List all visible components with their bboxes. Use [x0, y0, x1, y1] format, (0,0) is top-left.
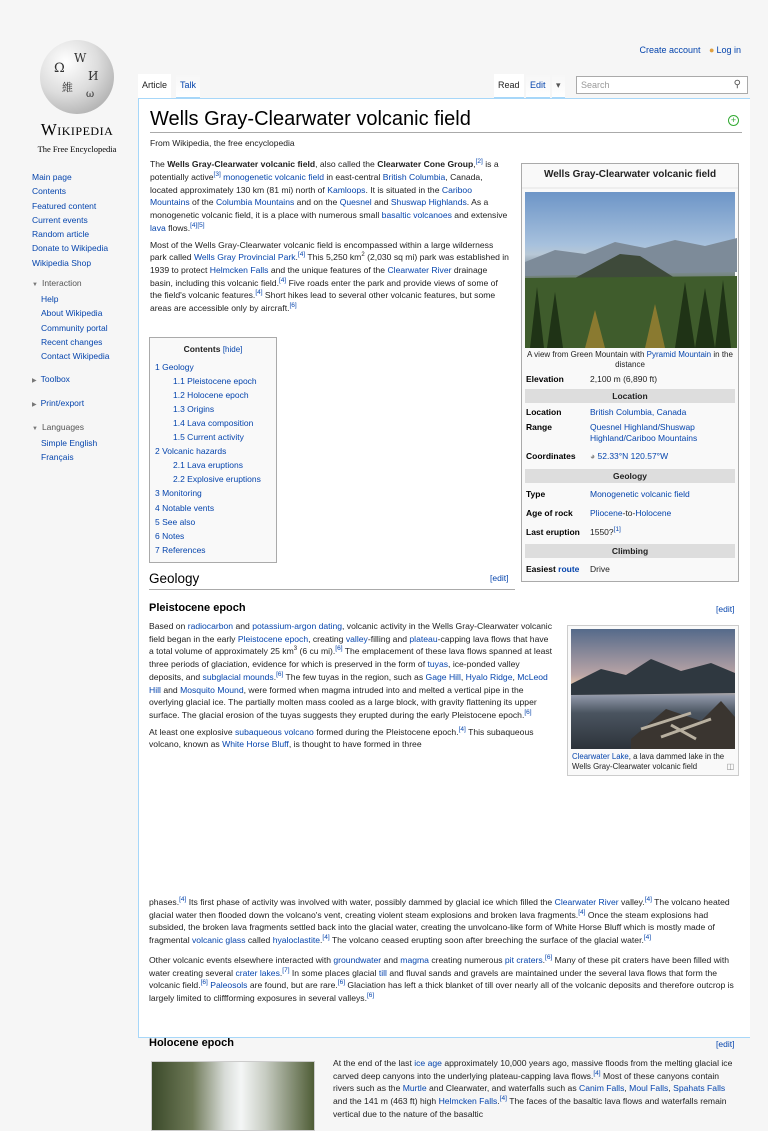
sidebar-item-help[interactable]: Help [41, 294, 59, 305]
last-eruption-row: Last eruption 1550?[1] [526, 526, 621, 538]
tab-read[interactable]: Read [494, 74, 524, 98]
range-row: Range Quesnel Highland/Shuswap Highland/Cariboo Mountains [526, 421, 698, 443]
infobox-image[interactable] [525, 192, 735, 348]
expanded-triangle-icon: ▼ [32, 425, 38, 432]
toc-item-see-also[interactable]: 5 See also [155, 516, 196, 527]
climbing-section: Climbing [525, 544, 735, 558]
personal-tools [639, 44, 741, 57]
section-heading-pleistocene: Pleistocene epoch [149, 602, 246, 614]
pleistocene-paragraph-2: At least one explosive subaqueous volcano formed during the Pleistocene epoch.[4] This subaqueous volcano, known as White Horse Bluff, is thought to have formed in three [149, 725, 534, 750]
toc-item-current-activity[interactable]: 1.5 Current activity [173, 432, 244, 443]
content [138, 98, 750, 1119]
toc-item-geology[interactable]: 1 Geology [155, 361, 194, 372]
sidebar [32, 170, 137, 464]
wikipedia-logo[interactable] [22, 40, 132, 155]
coordinates-globe-icon[interactable]: + [728, 115, 739, 126]
toc-item-monitoring[interactable]: 3 Monitoring [155, 488, 202, 499]
toc-hide-link[interactable]: [hide] [222, 345, 243, 354]
sidebar-item-contents[interactable]: Contents [32, 186, 67, 197]
toc-item-lava-eruptions[interactable]: 2.1 Lava eruptions [173, 460, 243, 471]
collapsed-triangle-icon: ▶ [32, 401, 37, 408]
language-simple-english[interactable]: Simple English [41, 437, 98, 448]
globe-small-icon: ◕ [590, 450, 596, 461]
enlarge-icon[interactable]: ◫ [726, 762, 734, 771]
wordmark: Wikipedia [40, 120, 114, 139]
chevron-down-icon: ▾ [556, 80, 561, 90]
geology-section: Geology [525, 469, 735, 483]
pleistocene-paragraph-2-cont: phases.[4] Its first phase of activity was involved with water, possibly dammed by glacial ice which filled the Clearwater River valley.[4] The volcano heated glacial water then flooded down the volcano's vent, creating violent steam explosions and broken lava fragments.[4] Once the steam explosions had subsided, the broken lava fragments settled back into the glacial water, creating the unvolcano-like form of White Horse Bluff which is mostly made of fragmental volcanic glass called hyaloclastite.[4] The volcano ceased erupting soon after breeching the surface of the glacial water.[4] [149, 896, 730, 946]
toc-item-lava-composition[interactable]: 1.4 Lava composition [173, 417, 254, 428]
login-link[interactable]: Log in [716, 45, 741, 55]
thumbnail-caption: Clearwater Lake, a lava dammed lake in the Wells Gray-Clearwater volcanic field ◫ [572, 752, 734, 771]
location-section: Location [525, 389, 735, 403]
edit-link-holocene[interactable]: [edit] [716, 1039, 735, 1049]
infobox [521, 163, 739, 582]
pleistocene-text-narrow [149, 620, 555, 755]
location-row: Location British Columbia, Canada [526, 406, 687, 417]
create-account-link[interactable]: Create account [639, 45, 701, 55]
pleistocene-text-wide [149, 896, 741, 1009]
toc-item-notable-vents[interactable]: 4 Notable vents [155, 502, 215, 513]
toc-item-holocene[interactable]: 1.2 Holocene epoch [173, 389, 249, 400]
language-francais[interactable]: Français [41, 451, 74, 462]
edit-link-geology[interactable]: [edit] [490, 573, 509, 583]
sidebar-item-community[interactable]: Community portal [41, 322, 108, 333]
route-row: Easiest route Drive [526, 564, 610, 575]
tab-article[interactable]: Article [138, 74, 171, 98]
edit-link-pleistocene[interactable]: [edit] [716, 604, 735, 614]
pleistocene-paragraph-3: Other volcanic events elsewhere interacted with groundwater and magma creating numerous pit craters.[6] Many of these pit craters have been filled with water creating several crater lakes.[7] In some places glacial till and fluval sands and gravels are maintained under the several lava flows that form the volcanic field.[6] Paleosols are found, but are rare.[6] Glaciation has left a thick blanket of till over nearly all of the volcanic deposits and therefore outcrop is largely limited to cliffforming exposures in several valleys.[6] [149, 953, 734, 1003]
intro-paragraph-1: The Wells Gray-Clearwater volcanic field, also called the Clearwater Cone Group,[2] is a potentially active[3] monogenetic volcanic field in east-central British Columbia, Canada, located approximately 130 km (81 mi) north of Kamloops. It is situated in the Cariboo Mountains of the Columbia Mountains and on the Quesnel and Shuswap Highlands. As a monogenetic volcanic field, it is a place with numerous small basaltic volcanoes and extensive lava flows.[4][5] [150, 158, 508, 233]
pleistocene-paragraph-1: Based on radiocarbon and potassium-argon dating, volcanic activity in the Wells Gray-Clearwater volcanic field began in the early Pleistocene epoch, creating valley-filling and plateau-capping lava flows that have a total volume of approximately 25 $km^3$ (6 cu mi).[6] The emplacement of these lava flows spanned at least three periods of glaciation, evidence for which is preserved in the form of tuyas, ice-ponded valley deposits, and subglacial mounds.[6] The few tuyas in the region, such as Gage Hill, Hyalo Ridge, McLeod Hill and Mosquito Mound, were formed when magma intruded into and melted a vertical pipe in the overlying glacial ice. The partially molten mass cooled as a large block, with gravity flattening its upper surface. The glacial erosion of the tuyas suggests they erupted during the early Pleistocene epoch.[6] [149, 621, 553, 720]
page-title: Wells Gray-Clearwater volcanic field [150, 107, 742, 133]
toc-item-pleistocene[interactable]: 1.1 Pleistocene epoch [173, 375, 257, 386]
languages-heading[interactable]: ▼ Languages [32, 421, 85, 432]
toc-item-volcanic-hazards[interactable]: 2 Volcanic hazards [155, 446, 227, 457]
age-row: Age of rock Pliocene-to-Holocene [526, 508, 672, 519]
intro-paragraph-2: Most of the Wells Gray-Clearwater volcanic field is encompassed within a large wilderness park called Wells Gray Provincial Park.[4] This 5,250 $km^2$ (2,030 sq mi) park was established in 1939 to protect Helmcken Falls and the unique features of the Clearwater River drainage basin, including this volcanic field.[4] Five roads enter the park and provide views of some of the field's volcanic features.[4] Short hikes lead to several other volcanic features, but some areas are accessible only by aircraft.[6] [150, 239, 509, 314]
tagline: The Free Encyclopedia [37, 143, 117, 154]
more-actions-dropdown[interactable] [552, 74, 565, 98]
search-icon[interactable]: ⚲ [733, 79, 741, 90]
toolbox-heading[interactable]: ▶ Toolbox [32, 373, 70, 384]
waterfall-image[interactable] [151, 1061, 315, 1131]
sidebar-item-about[interactable]: About Wikipedia [41, 308, 103, 319]
infobox-title: Wells Gray-Clearwater volcanic field [522, 164, 738, 189]
globe-icon: Ω W И 維 ω [40, 40, 114, 114]
sidebar-item-random[interactable]: Random article [32, 229, 90, 240]
sidebar-item-current-events[interactable]: Current events [32, 214, 88, 225]
toc-item-notes[interactable]: 6 Notes [155, 530, 185, 541]
tab-edit[interactable]: Edit [526, 74, 550, 98]
clearwater-lake-image[interactable] [571, 629, 735, 749]
thumbnail-clearwater-lake [567, 625, 739, 776]
sidebar-item-donate[interactable]: Donate to Wikipedia [32, 243, 109, 254]
intro [150, 158, 512, 314]
holocene-text [333, 1057, 741, 1125]
infobox-caption: A view from Green Mountain with Pyramid Mountain in the distance [527, 349, 733, 369]
sidebar-item-shop[interactable]: Wikipedia Shop [32, 257, 92, 268]
toc-item-references[interactable]: 7 References [155, 544, 206, 555]
table-of-contents [149, 337, 277, 563]
site-subtitle: From Wikipedia, the free encyclopedia [150, 138, 295, 148]
type-row: Type Monogenetic volcanic field [526, 489, 690, 500]
sidebar-item-main-page[interactable]: Main page [32, 172, 72, 182]
interaction-heading[interactable]: ▼ Interaction [32, 278, 82, 289]
section-heading-geology: Geology [149, 569, 515, 590]
sidebar-item-contact[interactable]: Contact Wikipedia [41, 351, 110, 362]
tab-bar [138, 74, 748, 98]
tab-talk[interactable]: Talk [176, 74, 200, 98]
toc-item-origins[interactable]: 1.3 Origins [173, 403, 215, 414]
search-input[interactable]: Search ⚲ [576, 76, 748, 94]
toc-item-explosive-eruptions[interactable]: 2.2 Explosive eruptions [173, 474, 261, 485]
sidebar-item-featured[interactable]: Featured content [32, 200, 97, 211]
user-icon: ● [709, 45, 715, 55]
print-export-heading[interactable]: ▶ Print/export [32, 397, 85, 408]
coordinates-row: Coordinates ◕ 52.33°N 120.57°W [526, 450, 669, 461]
collapsed-triangle-icon: ▶ [32, 377, 37, 384]
holocene-paragraph-1: At the end of the last ice age approximately 10,000 years ago, massive floods from the melting glacial ice carved deep canyons into the underlying plateau-capping lava flows.[4] Most of these canyons contain rivers such as the Murtle and Clearwater, and waterfalls such as Canim Falls, Moul Falls, Spahats Falls and the 141 m (463 ft) high Helmcken Falls.[4] The faces of the basaltic lava flows and waterfalls remain vertical due to the nature of the basaltic [333, 1058, 733, 1119]
sidebar-item-recent-changes[interactable]: Recent changes [41, 336, 103, 347]
toc-heading: Contents [hide] [183, 344, 243, 354]
section-heading-holocene: Holocene epoch [149, 1037, 234, 1049]
expanded-triangle-icon: ▼ [32, 282, 38, 289]
elevation-row: Elevation 2,100 m (6,890 ft) [526, 373, 658, 384]
